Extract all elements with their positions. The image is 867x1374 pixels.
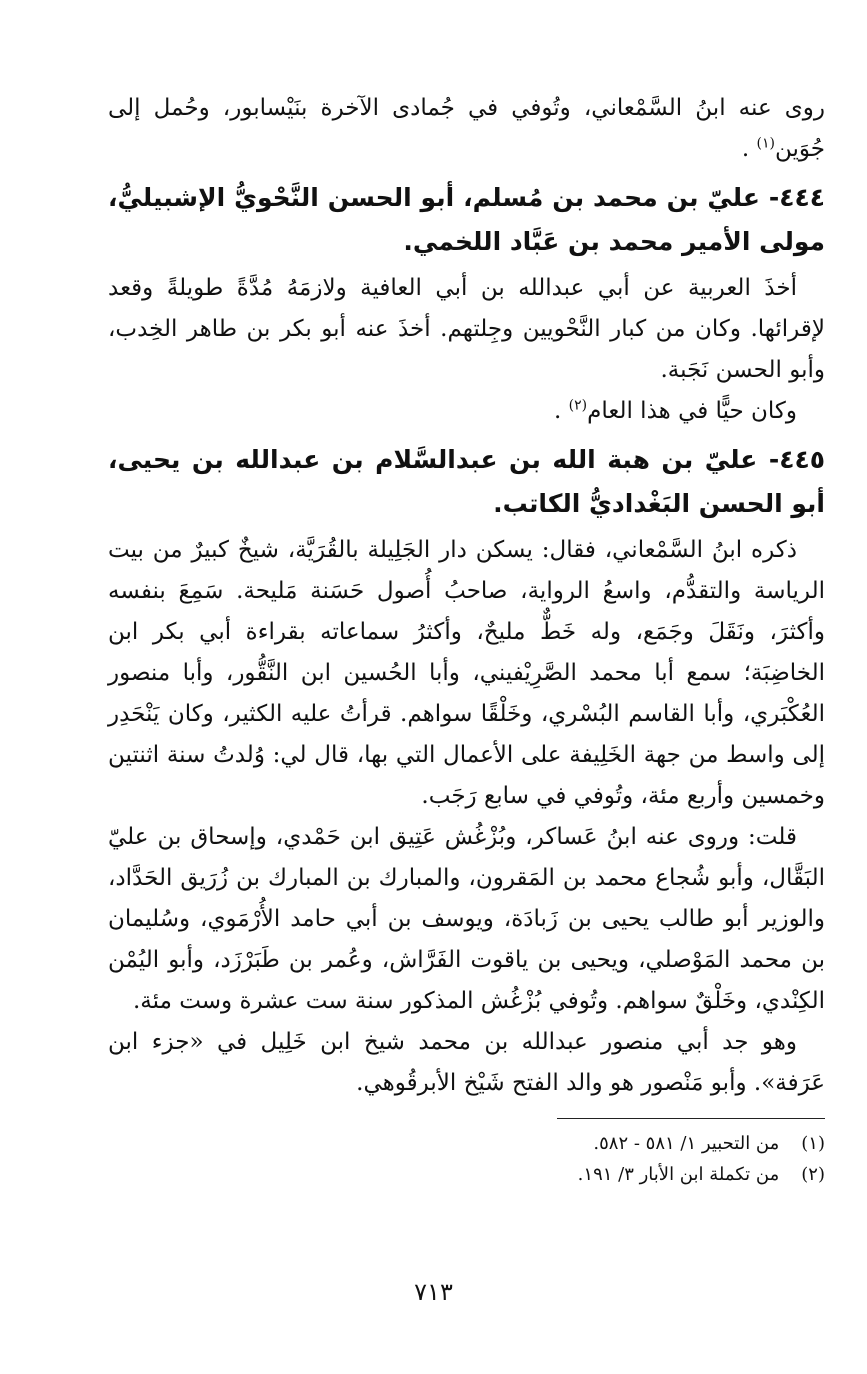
entry-444-paragraph-2-text: وكان حيًّا في هذا العام <box>587 398 797 424</box>
footnote-1-number: (١) <box>801 1133 825 1154</box>
footnote-divider <box>557 1118 825 1119</box>
footnote-2 <box>108 1159 825 1190</box>
intro-text: روى عنه ابنُ السَّمْعاني، وتُوفي في جُمادى الآخرة بنَيْسابور، وحُمل إلى جُوَين <box>108 95 825 162</box>
entry-444-heading: ٤٤٤- عليّ بن محمد بن مُسلم، أبو الحسن النَّحْويُّ الإشبيليُّ، مولى الأمير محمد بن عَبَّاد اللخمي. <box>108 183 825 256</box>
entry-445-paragraph-1: ذكره ابنُ السَّمْعاني، فقال: يسكن دار الجَلِيلة بالقُرَيَّة، شيخٌ كبيرٌ من بيت الرياسة والتقدُّم، واسعُ الرواية، صاحبُ أُصول حَسَنة مَليحة. سَمِعَ بنفسه وأكثرَ، ونَقَلَ وجَمَع، وله خَطٌّ مليحٌ، وأكثرُ سماعاته بقراءة أبي بكر ابن الخاضِبَة؛ سمع أبا محمد الصَّرِيْفيني، وأبا الحُسين ابن النَّقُّور، وأبا منصور العُكْبَري، وأبا القاسم البُسْري، وخَلْقًا سواهم. قرأتُ عليه الكثير، وكان يَنْحَدِر إلى واسط من جهة الخَلِيفة على الأعمال التي بها، قال لي: وُلدتُ سنة اثنتين وخمسين وأربع مئة، وتُوفي في سابع رَجَب. <box>108 537 825 809</box>
entry-445-paragraph-2: قلت: وروى عنه ابنُ عَساكر، وبُزْغُش عَتِيق ابن حَمْدي، وإسحاق بن عليّ البَقَّال، وأبو شُجاع محمد بن المَقرون، والمبارك بن المبارك بن زُرَيق الحَدَّاد، والوزير أبو طالب يحيى بن زَبادَة، ويوسف بن أبي حامد الأُرْمَوي، وسُليمان بن محمد المَوْصلي، ويحيى بن ياقوت الفَرَّاش، وعُمر بن طَبَرْزَد، وأبو اليُمْن الكِنْدي، وخَلْقٌ سواهم. وتُوفي بُزْغُش المذكور سنة ست عشرة وست مئة. <box>108 824 825 1014</box>
entry-444-paragraph-1: أخذَ العربية عن أبي عبدالله بن أبي العافية ولازمَهُ مُدَّةً طويلةً وقعد لإقرائها. وكان من كبار النَّحْويين وجِلتهم. أخذَ عنه أبو بكر بن طاهر الخِدب، وأبو الحسن نَجَبة. <box>108 275 825 383</box>
intro-block <box>108 88 825 170</box>
footnote-ref-1: (١) <box>756 135 775 152</box>
entry-445-paragraph-3: وهو جد أبي منصور عبدالله بن محمد شيخ ابن خَلِيل في «جزء ابن عَرَفة». وأبو مَنْصور هو والد الفتح شَيْخ الأبرقُوهي. <box>108 1029 825 1096</box>
footnote-ref-2: (٢) <box>568 397 588 414</box>
footnote-2-number: (٢) <box>801 1164 825 1185</box>
entry-444-paragraph-2: وكان حيًّا في هذا العام$^{(٢)}$ . <box>554 397 797 424</box>
page-number: ٧١٣ <box>414 1278 453 1306</box>
entry-445 <box>108 438 825 1104</box>
footnote-2-text: من تكملة ابن الأبار ٣/ ١٩١. <box>577 1164 780 1185</box>
footnote-1-text: من التحبير ١/ ٥٨١ - ٥٨٢. <box>593 1133 780 1154</box>
intro-paragraph: روى عنه ابنُ السَّمْعاني، وتُوفي في جُمادى الآخرة بنَيْسابور، وحُمل إلى جُوَين$^{(١)}$ . <box>108 95 825 162</box>
footnotes <box>108 1128 825 1190</box>
entry-445-heading: ٤٤٥- عليّ بن هبة الله بن عبدالسَّلام بن عبدالله بن يحيى، أبو الحسن البَغْداديُّ الكاتب. <box>108 445 825 518</box>
footnote-1 <box>108 1128 825 1159</box>
entry-444 <box>108 176 825 432</box>
